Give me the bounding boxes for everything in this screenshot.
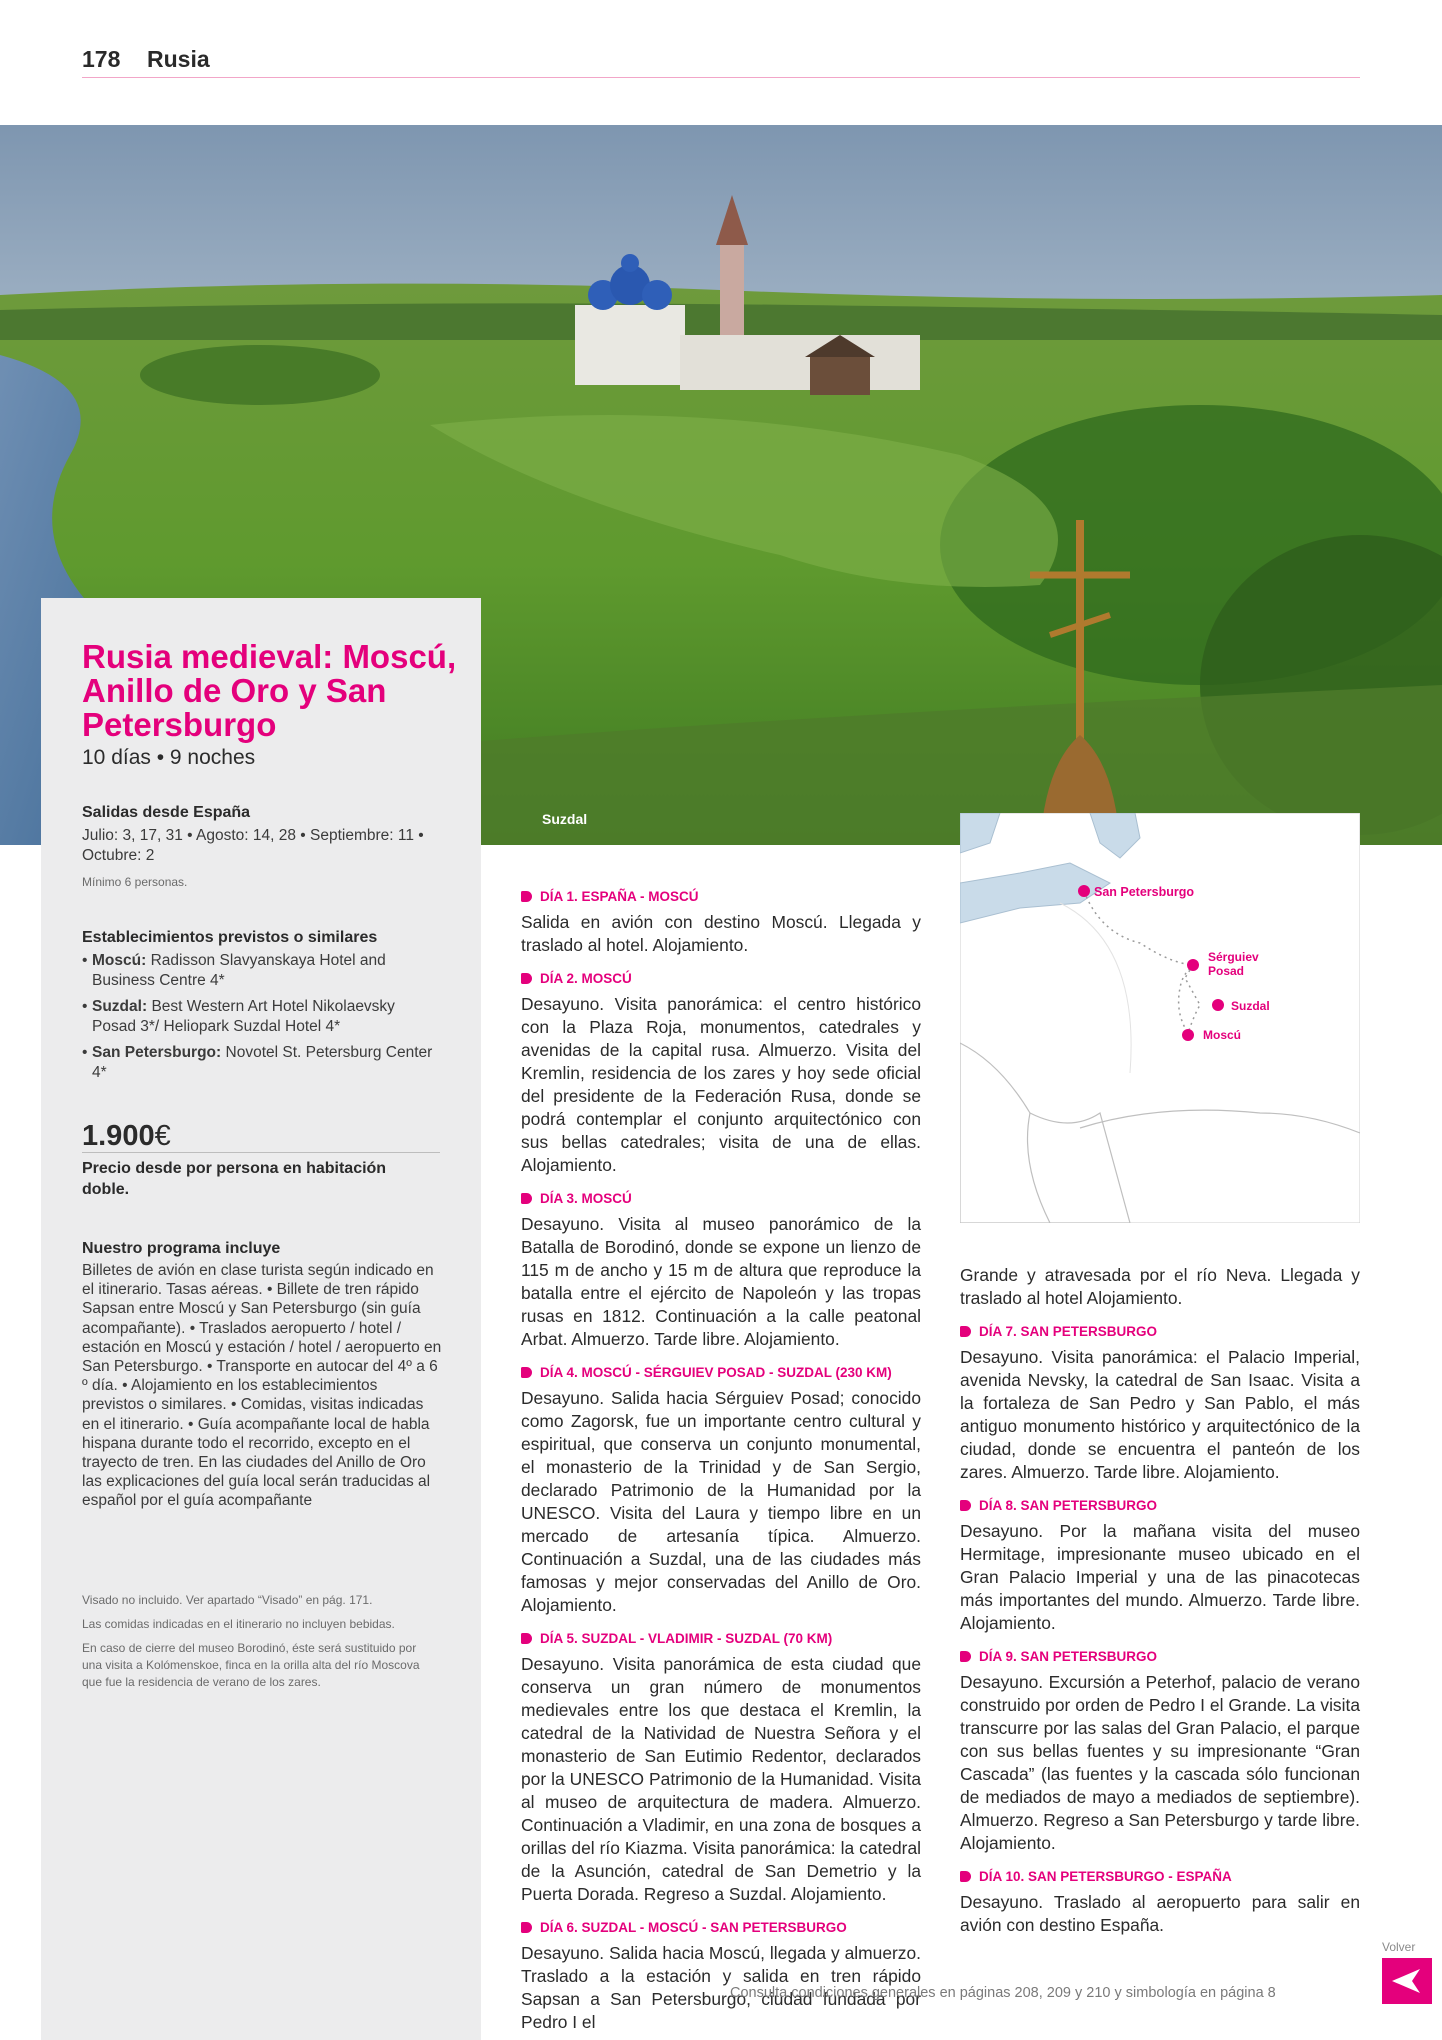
- price-currency: €: [154, 1120, 171, 1152]
- hotel-item: [82, 997, 442, 1037]
- trip-title: Rusia medieval: Moscú, Anillo de Oro y San Petersburgo: [82, 638, 457, 743]
- hotel-name: Best Western Art Hotel Nikolaevsky Posad 3*/ Heliopark Suzdal Hotel 4*: [92, 998, 395, 1035]
- includes-heading: Nuestro programa incluye: [82, 1240, 281, 1257]
- map-label-moscu: Moscú: [1203, 1028, 1242, 1042]
- hotels-heading: Establecimientos previstos o similares: [82, 929, 378, 946]
- map-marker-suzdal: [1212, 999, 1224, 1011]
- hotels-section: [82, 929, 442, 1089]
- day-heading: DÍA 2. MOSCÚ: [521, 967, 921, 990]
- day-text: Desayuno. Visita panorámica: el Palacio Imperial, avenida Nevsky, la catedral de San Isaac. Visita a la fortaleza de San Pedro y San Pablo, el más antiguo monumento histórico y arquitectónico de la ciudad, donde se encuentra el panteón de los zares. Almuerzo. Tarde libre. Alojamiento.: [960, 1347, 1360, 1482]
- includes-text: Billetes de avión en clase turista según indicado en el itinerario. Tasas aéreas. • Billete de tren rápido Sapsan entre Moscú y San Petersburgo (sin guía acompañante). • Traslados aeropuerto / hotel / estación en Moscú y estación / hotel / aeropuerto en San Petersburgo. • Transporte en autocar del 4º a 6 º día. • Alojamiento en los establecimientos previstos o similares. • Comidas, visitas indicadas en el itinerario. • Guía acompañante local de habla hispana durante todo el recorrido, excepto en el trayecto de tren. En las ciudades del Anillo de Oro las explicaciones del guía local serán traducidas al español por el guía acompañante: [82, 1262, 442, 1510]
- day-heading: DÍA 7. SAN PETERSBURGO: [960, 1320, 1360, 1343]
- back-label: Volver: [1382, 1940, 1416, 1954]
- day-text: Desayuno. Visita al museo panorámico de la Batalla de Borodinó, donde se expone un lienzo de 115 m de ancho y 15 m de altura que reproduce la batalla entre el ejército de Napoleón y las tropas rusas en 1812. Continuación a la calle peatonal Arbat. Almuerzo. Tarde libre. Alojamiento.: [521, 1214, 921, 1349]
- hotel-city: Moscú:: [92, 952, 147, 969]
- day-text: Desayuno. Traslado al aeropuerto para salir en avión con destino España.: [960, 1892, 1360, 1935]
- day-text: Desayuno. Visita panorámica: el centro histórico con la Plaza Roja, monumentos, catedrales y avenidas de la capital rusa. Almuerzo. Visita del Kremlin, residencia de los zares y hoy sede oficial del presidente de la Federación Rusa, donde se podrá contemplar el conjunto arquitectónico con sus bellas catedrales; visita de una de ellas. Alojamiento.: [521, 994, 921, 1175]
- day-marker-icon: [521, 1193, 532, 1204]
- day-heading: DÍA 6. SUZDAL - MOSCÚ - SAN PETERSBURGO: [521, 1916, 921, 1939]
- price-amount: 1.900: [82, 1120, 155, 1152]
- day-text: Desayuno. Visita panorámica de esta ciudad que conserva un gran número de monumentos medievales entre los que destaca el Kremlin, la catedral de la Natividad de Nuestra Señora y el monasterio de San Eutimio Redentor, declarados por la UNESCO Patrimonio de la Humanidad. Visita al museo de arquitectura de madera. Almuerzo. Continuación a Vladimir, en una zona de bosques a orillas del río Kiazma. Visita panorámica: la catedral de la Asunción, catedral de San Demetrio y la Puerta Dorada. Regreso a Suzdal. Alojamiento.: [521, 1654, 921, 1904]
- departures-heading: Salidas desde España: [82, 804, 251, 821]
- day-heading: DÍA 5. SUZDAL - VLADIMIR - SUZDAL (70 KM): [521, 1627, 921, 1650]
- price-divider: [82, 1152, 440, 1153]
- day-text: Desayuno. Salida hacia Moscú, llegada y almuerzo. Traslado a la estación y salida en tren rápido Sapsan a San Petersburgo, ciudad fundada por Pedro I el: [521, 1943, 921, 2032]
- itinerary-column-2: [960, 1264, 1360, 1937]
- hotel-city: Suzdal:: [92, 998, 148, 1015]
- day-text: Desayuno. Salida hacia Sérguiev Posad; conocido como Zagorsk, fue un importante centro cultural y espiritual, que conserva un conjunto monumental, el monasterio de la Trinidad y de San Sergio, declarado Patrimonio de la Humanidad por la UNESCO. Visita del Laura y tiempo libre en un mercado de artesanía típica. Almuerzo. Continuación a Suzdal, una de las ciudades más famosas y mejor conservadas del Anillo de Oro. Alojamiento.: [521, 1388, 921, 1615]
- day-marker-icon: [960, 1326, 971, 1337]
- day-heading: DÍA 8. SAN PETERSBURGO: [960, 1494, 1360, 1517]
- day-marker-icon: [960, 1500, 971, 1511]
- photo-caption: Suzdal: [542, 811, 588, 827]
- map-label-posad: Posad: [1208, 964, 1245, 978]
- back-arrow-icon: [1382, 1958, 1432, 2004]
- price: [82, 1120, 171, 1153]
- map-label-san-petersburgo: San Petersburgo: [1094, 885, 1195, 899]
- map-marker-san-petersburgo: [1078, 885, 1090, 897]
- day-marker-icon: [521, 891, 532, 902]
- note-meals: Las comidas indicadas en el itinerario no incluyen bebidas.: [82, 1617, 395, 1631]
- day-marker-icon: [960, 1651, 971, 1662]
- notes-section: [82, 1592, 437, 1691]
- day-heading: DÍA 10. SAN PETERSBURGO - ESPAÑA: [960, 1865, 1360, 1888]
- day-heading: DÍA 1. ESPAÑA - MOSCÚ: [521, 885, 921, 908]
- map-marker-moscu: [1182, 1029, 1194, 1041]
- departures-dates: Julio: 3, 17, 31 • Agosto: 14, 28 • Septiembre: 11 • Octubre: 2: [82, 827, 424, 864]
- itinerary-column-1: [521, 885, 921, 2034]
- hotel-item: [82, 951, 442, 991]
- day-marker-icon: [521, 973, 532, 984]
- day-heading: DÍA 9. SAN PETERSBURGO: [960, 1645, 1360, 1668]
- day-heading: DÍA 4. MOSCÚ - SÉRGUIEV POSAD - SUZDAL (230 KM): [521, 1361, 921, 1384]
- day-marker-icon: [960, 1871, 971, 1882]
- day-text: Desayuno. Excursión a Peterhof, palacio de verano construido por orden de Pedro I el Grande. La visita transcurre por las salas del Gran Palacio, el parque con sus bellas fuentes y su impresionante “Gran Cascada” (las fuentes y la cascada sólo funcionan de mediados de mayo a mediados de septiembre). Almuerzo. Regreso a San Petersburgo y tarde libre. Alojamiento.: [960, 1672, 1360, 1853]
- trip-duration: 10 días • 9 noches: [82, 746, 256, 769]
- map-label-serguiev: Sérguiev: [1208, 950, 1259, 964]
- route-map: [960, 813, 1360, 1223]
- day-text-continuation: Grande y atravesada por el río Neva. Llegada y traslado al hotel Alojamiento.: [960, 1265, 1360, 1308]
- page-number: 178: [82, 46, 121, 72]
- footer-note: Consulta condiciones generales en páginas 208, 209 y 210 y simbología en página 8: [730, 1985, 1276, 2001]
- includes-section: [82, 1240, 442, 1511]
- day-text: Desayuno. Por la mañana visita del museo Hermitage, impresionante museo ubicado en el Gran Palacio Imperial y una de las pinacotecas más importantes del mundo. Almuerzo. Tarde libre. Alojamiento.: [960, 1521, 1360, 1633]
- hotel-city: San Petersburgo:: [92, 1044, 222, 1061]
- hotel-name: Novotel St. Petersburg Center 4*: [92, 1044, 433, 1081]
- day-marker-icon: [521, 1922, 532, 1933]
- departures-section: [82, 804, 442, 891]
- hotel-item: [82, 1043, 442, 1083]
- back-button[interactable]: [1382, 1958, 1432, 2004]
- section-title: Rusia: [147, 46, 210, 72]
- day-heading: DÍA 3. MOSCÚ: [521, 1187, 921, 1210]
- note-borodino: En caso de cierre del museo Borodinó, éste será sustituido por una visita a Kolómenskoe, finca en la orilla alta del río Moscova que fue la residencia de verano de los zares.: [82, 1641, 420, 1689]
- map-label-suzdal: Suzdal: [1231, 999, 1270, 1013]
- day-marker-icon: [521, 1633, 532, 1644]
- minimum-people: Mínimo 6 personas.: [82, 875, 188, 889]
- hotel-name: Radisson Slavyanskaya Hotel and Business Centre 4*: [92, 952, 386, 989]
- day-marker-icon: [521, 1367, 532, 1378]
- note-visa: Visado no incluido. Ver apartado “Visado” en pág. 171.: [82, 1593, 373, 1607]
- day-text: Salida en avión con destino Moscú. Llegada y traslado al hotel. Alojamiento.: [521, 912, 921, 955]
- price-note: Precio desde por persona en habitación doble.: [82, 1160, 387, 1198]
- header-divider: [82, 77, 1360, 78]
- map-marker-serguiev-posad: [1187, 959, 1199, 971]
